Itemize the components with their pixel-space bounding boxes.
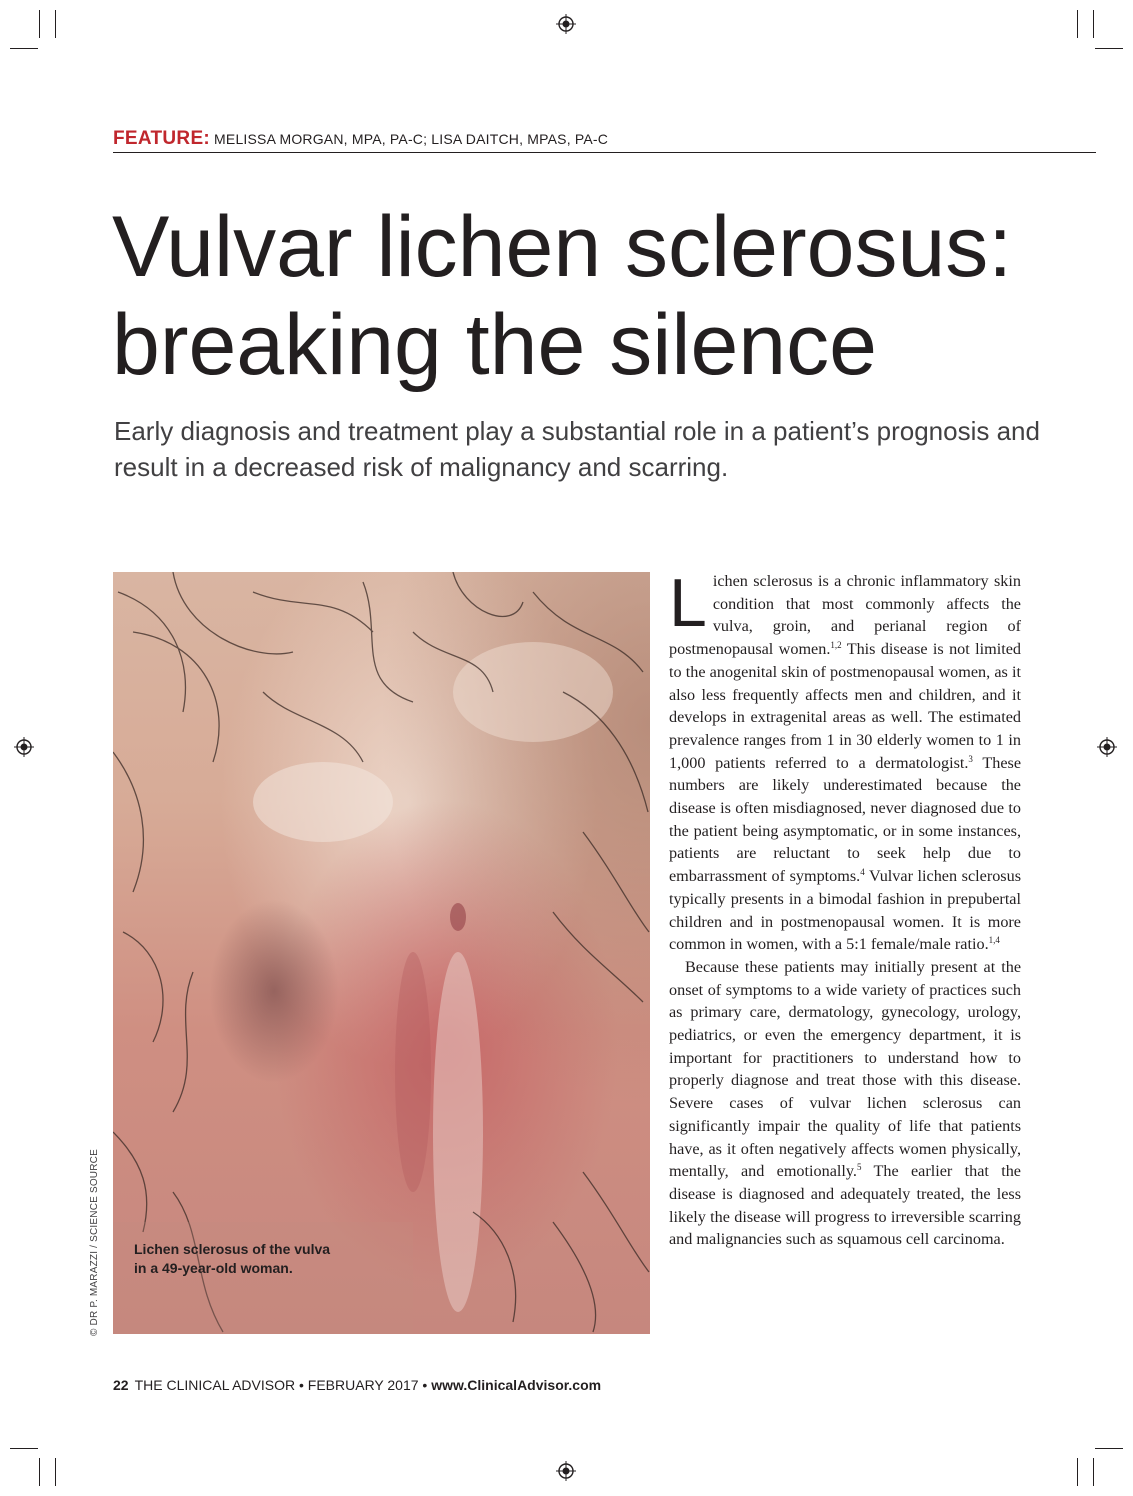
article-body	[669, 565, 1021, 1251]
registration-mark-icon	[556, 1461, 576, 1481]
article-title: Vulvar lichen sclerosus: breaking the silence	[112, 199, 1013, 393]
body-paragraph-2	[669, 956, 1021, 1251]
body-text: These numbers are likely underestimated because the disease is often misdiagnosed, never diagnosed due to the patient being asymptomatic, or in some instances, patients are reluctant to seek help due to embarrassment of symptoms.	[669, 753, 1021, 886]
body-text: Because these patients may initially present at the onset of symptoms to a wide variety of practices such as primary care, dermatology, gynecology, urology, pediatrics, or even the emergency department, it is important for practitioners to understand how to properly diagnose and treat those with this disease. Severe cases of vulvar lichen sclerosus can significantly impair the quality of life that patients have, as it often negatively affects women physically, mentally, and emotionally.	[669, 957, 1021, 1181]
photo-credit: © DR P. MARAZZI / SCIENCE SOURCE	[89, 1149, 100, 1336]
body-text: ichen sclerosus is a chronic inflammatory skin condition that most commonly affects the vulva, groin, and perianal region of postmenopausal women.	[669, 572, 1021, 659]
website-link[interactable]: www.ClinicalAdvisor.com	[431, 1377, 602, 1393]
registration-mark-icon	[14, 737, 34, 757]
article-dek: Early diagnosis and treatment play a substantial role in a patient’s prognosis and result in a decreased risk of malignancy and scarring.	[114, 416, 1040, 482]
page-footer	[113, 1377, 813, 1393]
citation: 1,4	[988, 935, 1000, 946]
citation: 5	[856, 1162, 862, 1173]
byline: MELISSA MORGAN, MPA, PA-C; LISA DAITCH, MPAS, PA-C	[214, 131, 609, 147]
citation: 4	[860, 867, 865, 878]
citation: 1,2	[830, 640, 842, 651]
publication-info: THE CLINICAL ADVISOR • FEBRUARY 2017 •	[134, 1377, 428, 1393]
section-label: FEATURE:	[113, 128, 211, 149]
page-number: 22	[113, 1377, 129, 1393]
clinical-photo	[113, 572, 650, 1334]
section-header	[113, 128, 1096, 153]
body-paragraph-1	[669, 565, 1021, 956]
registration-mark-icon	[556, 14, 576, 34]
citation: 3	[968, 753, 973, 764]
drop-cap: L	[669, 565, 707, 641]
body-text: This disease is not limited to the anogenital skin of postmenopausal women, as it also less frequently affects men and children, and it develops in extragenital areas as well. The estimated prevalence ranges from 1 in 30 elderly women to 1 in 1,000 patients referred to a dermatologist.	[669, 640, 1021, 772]
body-text: The earlier that the disease is diagnosed and adequately treated, the less likely the disease will progress to irreversible scarring and malignancies such as squamous cell carcinoma.	[669, 1162, 1021, 1249]
body-text: Vulvar lichen sclerosus typically presents in a bimodal fashion in prepubertal children and in postmenopausal women. It is more common in women, with a 5:1 female/male ratio.	[669, 867, 1021, 954]
photo-caption: Lichen sclerosus of the vulva in a 49-year-old woman.	[134, 1241, 331, 1276]
registration-mark-icon	[1097, 737, 1117, 757]
